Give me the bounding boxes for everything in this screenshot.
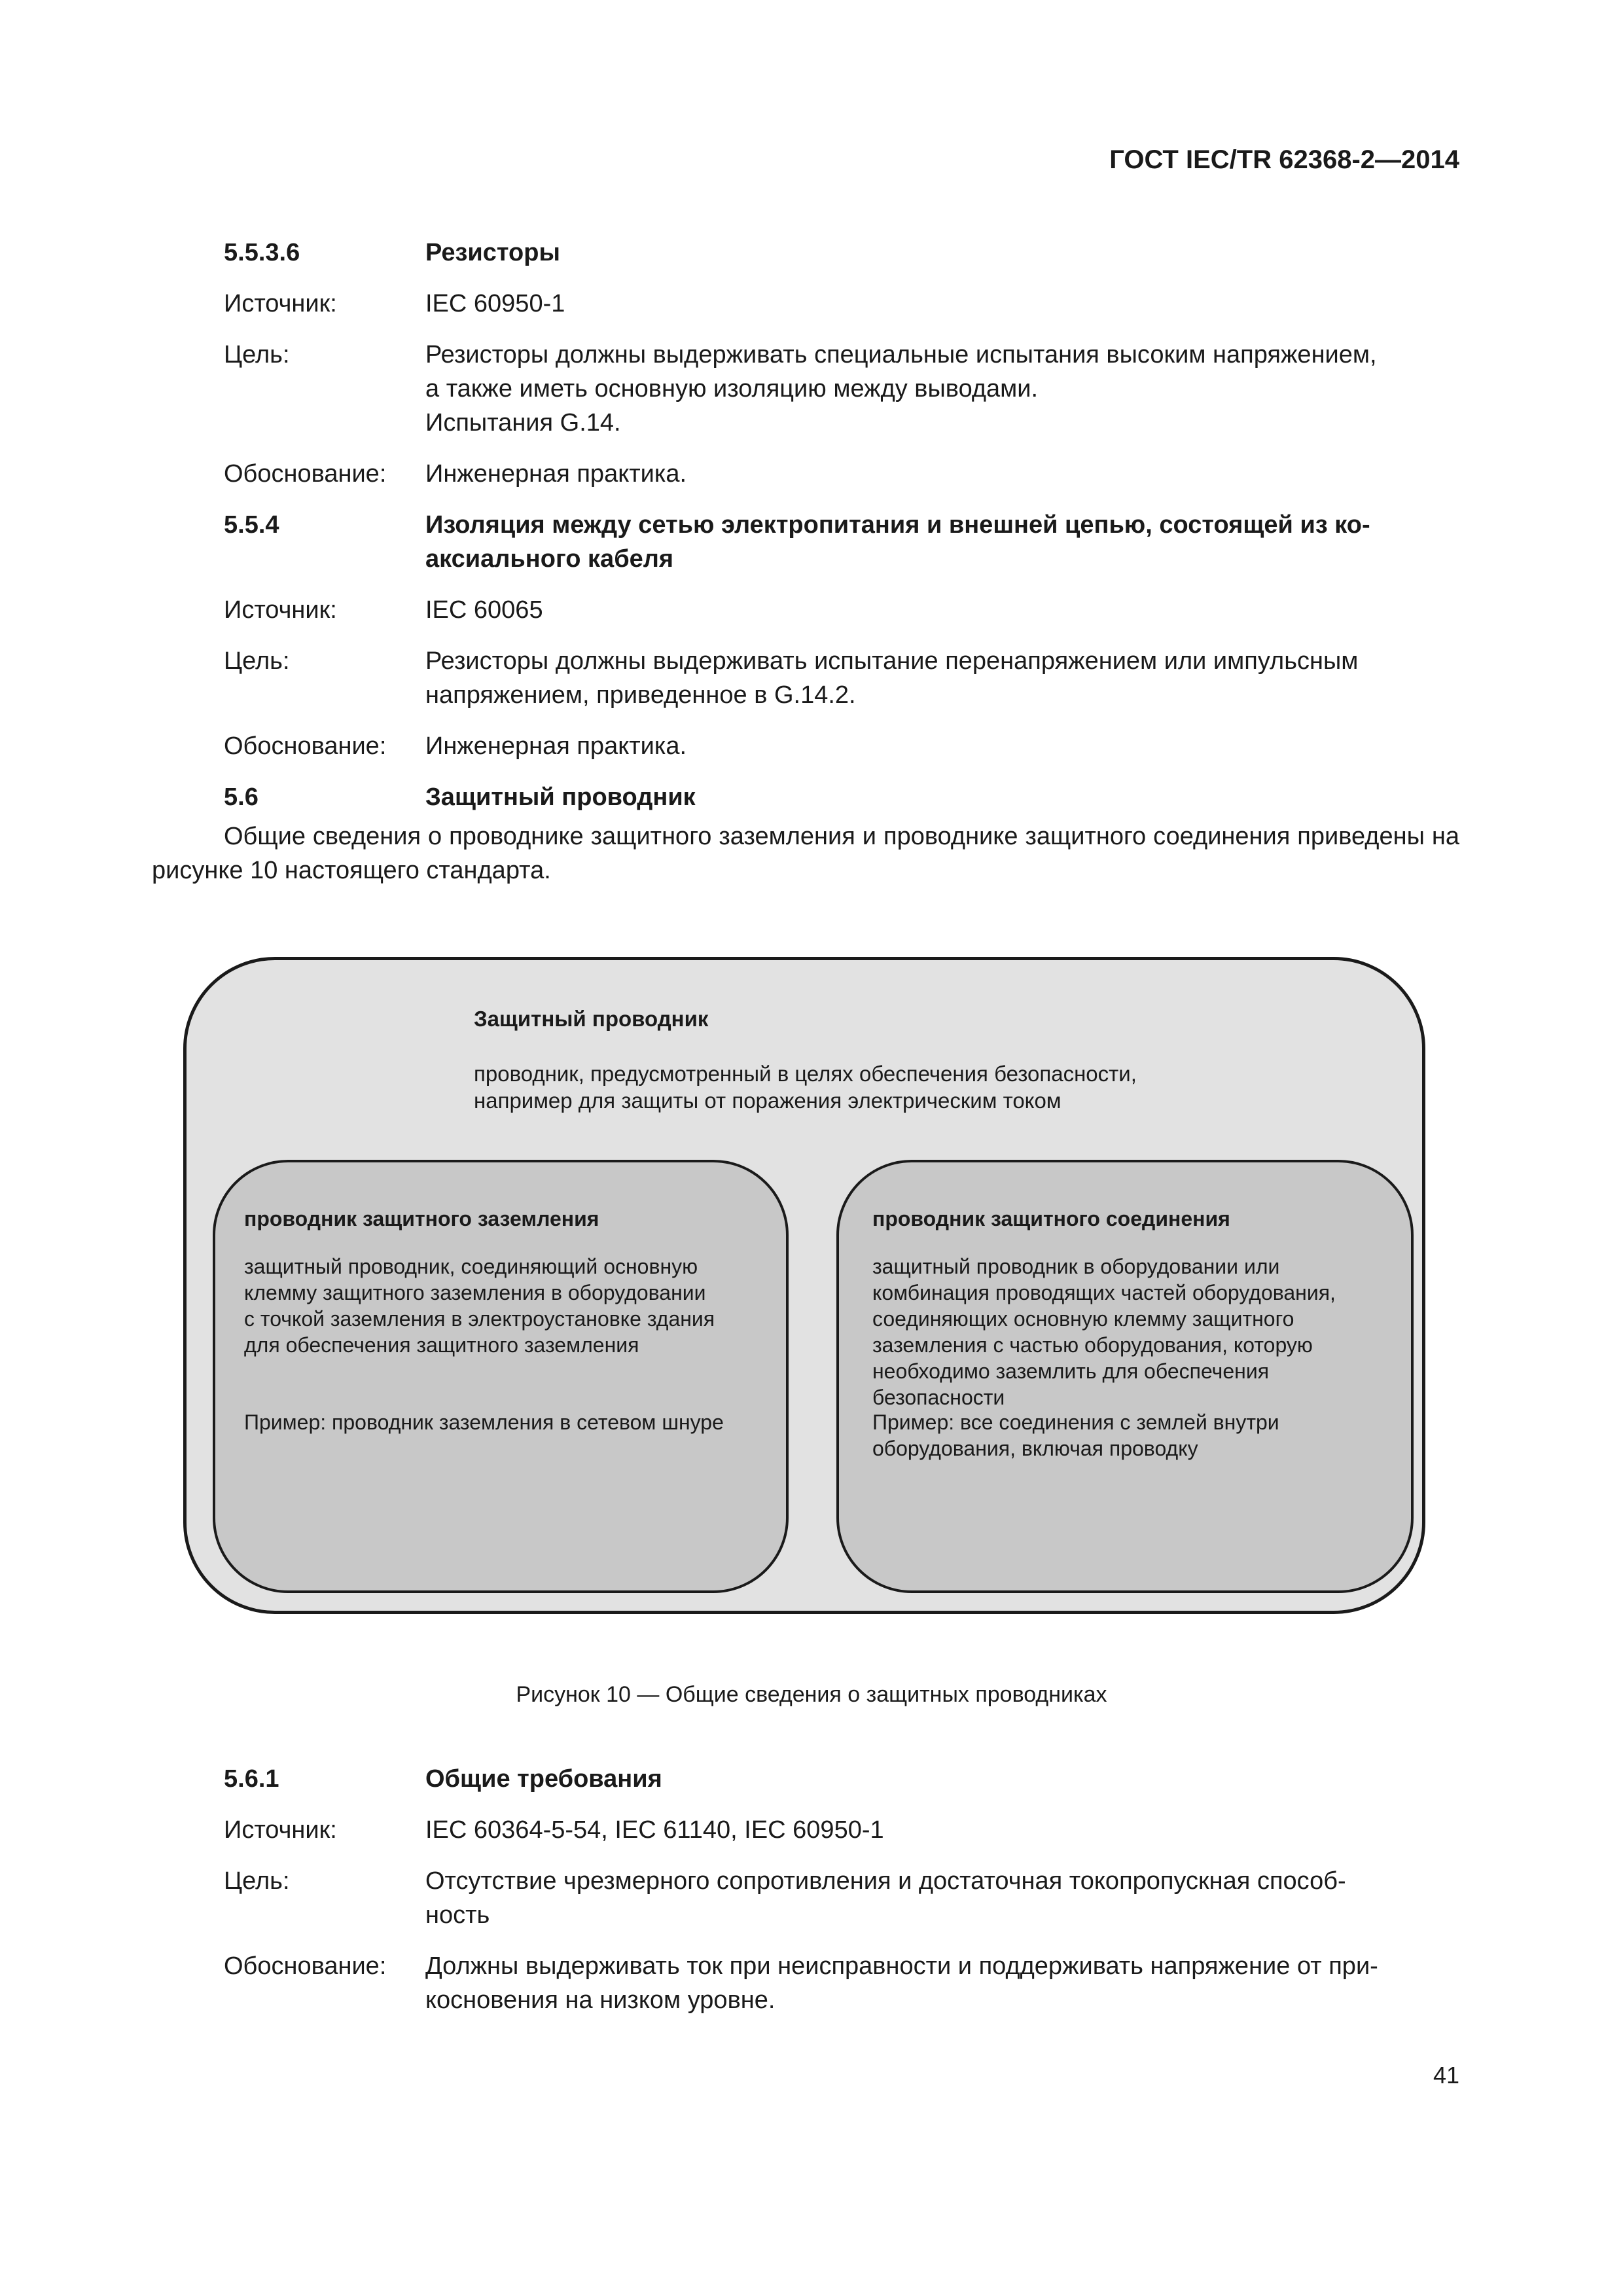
section-title: Общие требования: [425, 1765, 662, 1793]
source-row: [224, 593, 1459, 627]
text-line: защитный проводник в оборудовании или: [872, 1255, 1280, 1278]
document-header: ГОСТ IEC/TR 62368-2—2014: [1109, 145, 1459, 174]
source-label: Источник:: [224, 1816, 337, 1844]
text-line: Резисторы должны выдерживать испытание перенапряжением или импульсным: [425, 647, 1359, 675]
figure-outer-title: Защитный проводник: [474, 1007, 709, 1031]
source-label: Источник:: [224, 290, 337, 317]
box-example: [872, 1409, 1279, 1462]
section-title: [425, 508, 1459, 576]
text-line: напряжением, приведенное в G.14.2.: [425, 681, 856, 709]
text-line: Должны выдерживать ток при неисправности и поддерживать напряжение от при-: [425, 1952, 1378, 1980]
text-line: Пример: все соединения с землей внутри: [872, 1410, 1279, 1434]
text-line: клемму защитного заземления в оборудовании: [244, 1281, 706, 1304]
box-title: проводник защитного соединения: [872, 1207, 1230, 1230]
text-line: Отсутствие чрезмерного сопротивления и достаточная токопропускная способ-: [425, 1867, 1346, 1895]
section-heading-561: [224, 1762, 1459, 1796]
text-line: Испытания G.14.: [425, 409, 621, 437]
text-line: аксиального кабеля: [425, 545, 674, 573]
section-number: 5.6.1: [224, 1765, 279, 1793]
rationale-value: [425, 1949, 1459, 2017]
goal-label: Цель:: [224, 1867, 290, 1895]
rationale-label: Обоснование:: [224, 460, 387, 488]
section-title: Защитный проводник: [425, 783, 696, 811]
section-heading-5536: [224, 236, 1459, 270]
text-line: оборудования, включая проводку: [872, 1437, 1198, 1460]
source-row: [224, 287, 1459, 321]
source-value: IEC 60950-1: [425, 290, 565, 317]
text-line: Изоляция между сетью электропитания и внешней цепью, состоящей из ко-: [425, 511, 1370, 539]
goal-label: Цель:: [224, 647, 290, 675]
section-number: 5.6: [224, 783, 259, 811]
rationale-label: Обоснование:: [224, 1952, 387, 1980]
rationale-row: [224, 1949, 1459, 2017]
text-line: для обеспечения защитного заземления: [244, 1333, 639, 1357]
section-number: 5.5.4: [224, 511, 279, 539]
text-line: безопасности: [872, 1386, 1005, 1409]
section-number: 5.5.3.6: [224, 239, 300, 266]
section-heading-554: [224, 508, 1459, 576]
section-title: Резисторы: [425, 239, 560, 266]
box-description: [244, 1253, 715, 1358]
goal-row: [224, 644, 1459, 712]
text-line: комбинация проводящих частей оборудования,: [872, 1281, 1336, 1304]
source-value: IEC 60065: [425, 596, 543, 624]
text-line: с точкой заземления в электроустановке здания: [244, 1307, 715, 1331]
rationale-row: [224, 457, 1459, 491]
text-line: ность: [425, 1901, 490, 1929]
text-line: косновения на низком уровне.: [425, 1986, 776, 2014]
goal-value: [425, 338, 1459, 440]
section-heading-56: [224, 780, 1459, 814]
sections-top: [224, 236, 1459, 831]
page-number: 41: [1433, 2062, 1459, 2089]
figure-caption: Рисунок 10 — Общие сведения о защитных проводниках: [516, 1682, 1107, 1707]
box-description: [872, 1253, 1336, 1410]
text-line: Резисторы должны выдерживать специальные испытания высоким напряжением,: [425, 341, 1377, 368]
sections-bottom: [224, 1762, 1459, 2034]
goal-label: Цель:: [224, 341, 290, 368]
source-label: Источник:: [224, 596, 337, 624]
text-line: а также иметь основную изоляцию между выводами.: [425, 375, 1039, 403]
rationale-row: [224, 729, 1459, 763]
text-line: проводник, предусмотренный в целях обеспечения безопасности,: [474, 1062, 1137, 1086]
rationale-label: Обоснование:: [224, 732, 387, 760]
intro-paragraph: Общие сведения о проводнике защитного заземления и проводнике защитного соединения приведены на рисунке 10 настоящего стандарта.: [152, 823, 1459, 884]
goal-value: [425, 1864, 1459, 1932]
text-line: соединяющих основную клемму защитного: [872, 1307, 1294, 1331]
source-row: [224, 1813, 1459, 1847]
text-line: заземления с частью оборудования, которую: [872, 1333, 1313, 1357]
text-line: необходимо заземлить для обеспечения: [872, 1359, 1270, 1383]
box-example: [244, 1409, 724, 1435]
box-title: проводник защитного заземления: [244, 1207, 599, 1230]
text-line: защитный проводник, соединяющий основную: [244, 1255, 698, 1278]
goal-row: [224, 338, 1459, 440]
figure-outer-description: [474, 1060, 1137, 1114]
goal-row: [224, 1864, 1459, 1932]
goal-value: [425, 644, 1459, 712]
source-value: IEC 60364-5-54, IEC 61140, IEC 60950-1: [425, 1816, 884, 1844]
rationale-value: Инженерная практика.: [425, 732, 687, 760]
text-line: например для защиты от поражения электрическим током: [474, 1088, 1061, 1113]
text-line: Пример: проводник заземления в сетевом шнуре: [244, 1410, 724, 1434]
rationale-value: Инженерная практика.: [425, 460, 687, 488]
